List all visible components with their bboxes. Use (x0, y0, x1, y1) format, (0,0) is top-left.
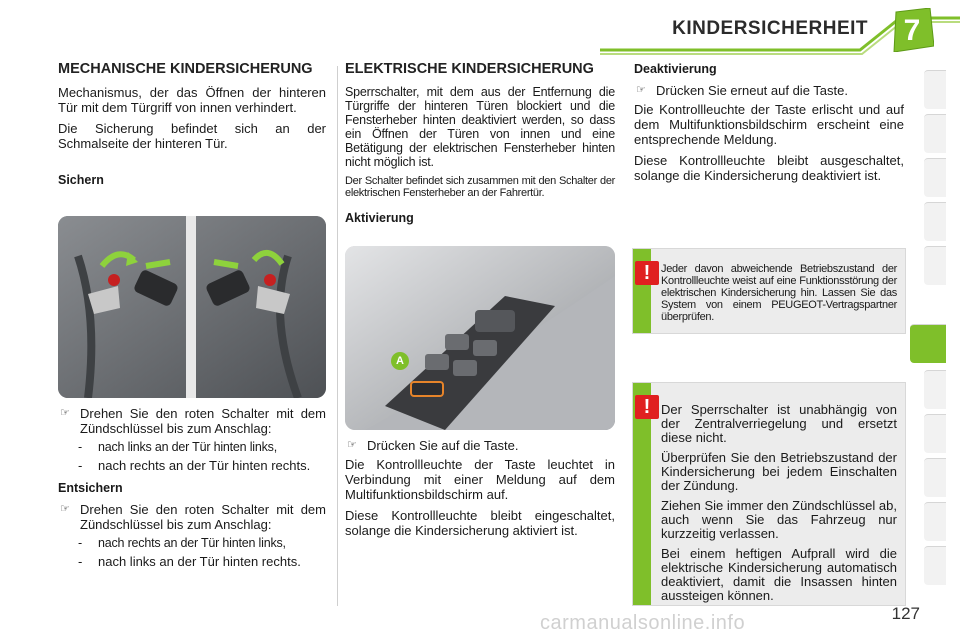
aktivierung-steps (345, 438, 615, 544)
sichern-title: Sichern (58, 173, 104, 187)
watermark: carmanualsonline.info (540, 612, 746, 634)
deaktivierung-section (634, 62, 904, 189)
chapter-tab[interactable] (924, 70, 946, 109)
door-lock-photo (58, 216, 326, 398)
warning-1-text: Jeder davon abweichende Betriebszustand der Kontrollleuchte weist auf eine Funktionsstörung der elektrischen Kindersicherung hin. Lassen Sie das System von einem PEUGEOT-Vertragspartner überprüfen. (661, 263, 897, 323)
aktivierung-title: Aktivierung (345, 211, 414, 225)
warning-icon: ! (635, 395, 659, 419)
warning-2-p4: Bei einem heftigen Aufprall wird die elektrische Kindersicherung automatisch deaktiviert, damit die Insassen hinten aussteigen können. (661, 546, 897, 603)
aktivierung-text-1: Die Kontrollleuchte der Taste leuchtet in Verbindung mit einer Meldung auf dem Multifunktionsbildschirm auf. (345, 457, 615, 502)
warning-icon: ! (635, 261, 659, 285)
chapter-tab[interactable] (924, 502, 946, 541)
finger-bullet-icon: ☞ (347, 439, 357, 451)
warning-box-2 (632, 382, 906, 606)
aktivierung-step: ☞ Drücken Sie auf die Taste. (347, 438, 519, 453)
column-divider (337, 66, 338, 606)
deaktivierung-text-1: Die Kontrollleuchte der Taste erlischt und auf dem Multifunktionsbildschirm erscheint eine entsprechende Meldung. (634, 102, 904, 147)
sichern-left: - nach links an der Tür hinten links, (78, 440, 277, 454)
window-switch-photo (345, 246, 615, 430)
finger-bullet-icon: ☞ (60, 407, 70, 419)
chapter-tab[interactable] (924, 414, 946, 453)
page-header (0, 0, 960, 58)
mechanical-location: Die Sicherung befindet sich an der Schmalseite der hinteren Tür. (58, 121, 326, 151)
finger-bullet-icon: ☞ (60, 503, 70, 515)
chapter-number: 7 (903, 14, 921, 47)
deaktivierung-title: Deaktivierung (634, 62, 717, 76)
warning-2-p1: Der Sperrschalter ist unabhängig von der Zentralverriegelung und ersetzt diese nicht. (661, 402, 897, 445)
chapter-tab[interactable] (924, 202, 946, 241)
warning-box-1 (632, 248, 906, 334)
sichern-step: ☞ Drehen Sie den roten Schalter mit dem Zündschlüssel bis zum Anschlag: (60, 406, 326, 436)
page-number: 127 (891, 604, 920, 623)
warning-2-p3: Ziehen Sie immer den Zündschlüssel ab, auch wenn Sie das Fahrzeug nur kurzzeitig verlassen. (661, 498, 897, 541)
electric-note: Der Schalter befindet sich zusammen mit den Schalter der elektrischen Fensterheber an der Fahrertür. (345, 175, 615, 199)
chapter-tab[interactable] (924, 546, 946, 585)
chapter-tab[interactable] (924, 114, 946, 153)
chapter-title: KINDERSICHERHEIT (672, 18, 868, 39)
deaktivierung-step: ☞ Drücken Sie erneut auf die Taste. (636, 83, 848, 98)
mechanical-intro: Mechanismus, der das Öffnen der hinteren Tür mit dem Türgriff von innen verhindert. (58, 85, 326, 115)
sichern-right: - nach rechts an der Tür hinten rechts. (78, 458, 311, 473)
chapter-tab-active[interactable] (910, 324, 946, 363)
electric-heading: ELEKTRISCHE KINDERSICHERUNG (345, 61, 594, 77)
chapter-tab[interactable] (924, 246, 946, 285)
chapter-tab[interactable] (924, 370, 946, 409)
mechanical-heading: MECHANISCHE KINDERSICHERUNG (58, 61, 313, 77)
entsichern-step: ☞ Drehen Sie den roten Schalter mit dem Zündschlüssel bis zum Anschlag: (60, 502, 326, 532)
entsichern-right: - nach links an der Tür hinten rechts. (78, 554, 301, 569)
finger-bullet-icon: ☞ (636, 84, 646, 96)
chapter-tabs (924, 70, 946, 590)
warning-2-p2: Überprüfen Sie den Betriebszustand der Kindersicherung bei jedem Einschalten der Zündung. (661, 450, 897, 493)
mechanical-steps (58, 406, 326, 572)
warning-2-text (661, 403, 897, 609)
electric-section (345, 62, 615, 232)
chapter-tab[interactable] (924, 458, 946, 497)
entsichern-title: Entsichern (58, 481, 123, 495)
label-a-badge: A (391, 352, 409, 370)
aktivierung-text-2: Diese Kontrollleuchte bleibt eingeschaltet, solange die Kindersicherung aktiviert ist. (345, 508, 615, 538)
deaktivierung-text-2: Diese Kontrollleuchte bleibt ausgeschaltet, solange die Kindersicherung deaktiviert ist. (634, 153, 904, 183)
entsichern-left: - nach rechts an der Tür hinten links, (78, 536, 286, 550)
chapter-tab[interactable] (924, 158, 946, 197)
mechanical-section (58, 62, 326, 194)
electric-intro: Sperrschalter, mit dem aus der Entfernung die Türgriffe der hinteren Türen blockiert und die Fensterheber hinten deaktiviert werden, so dass ein Öffnen der Türen von innen und eine Betätigung der elektrischen Fensterheber hinten nicht möglich ist. (345, 85, 615, 169)
